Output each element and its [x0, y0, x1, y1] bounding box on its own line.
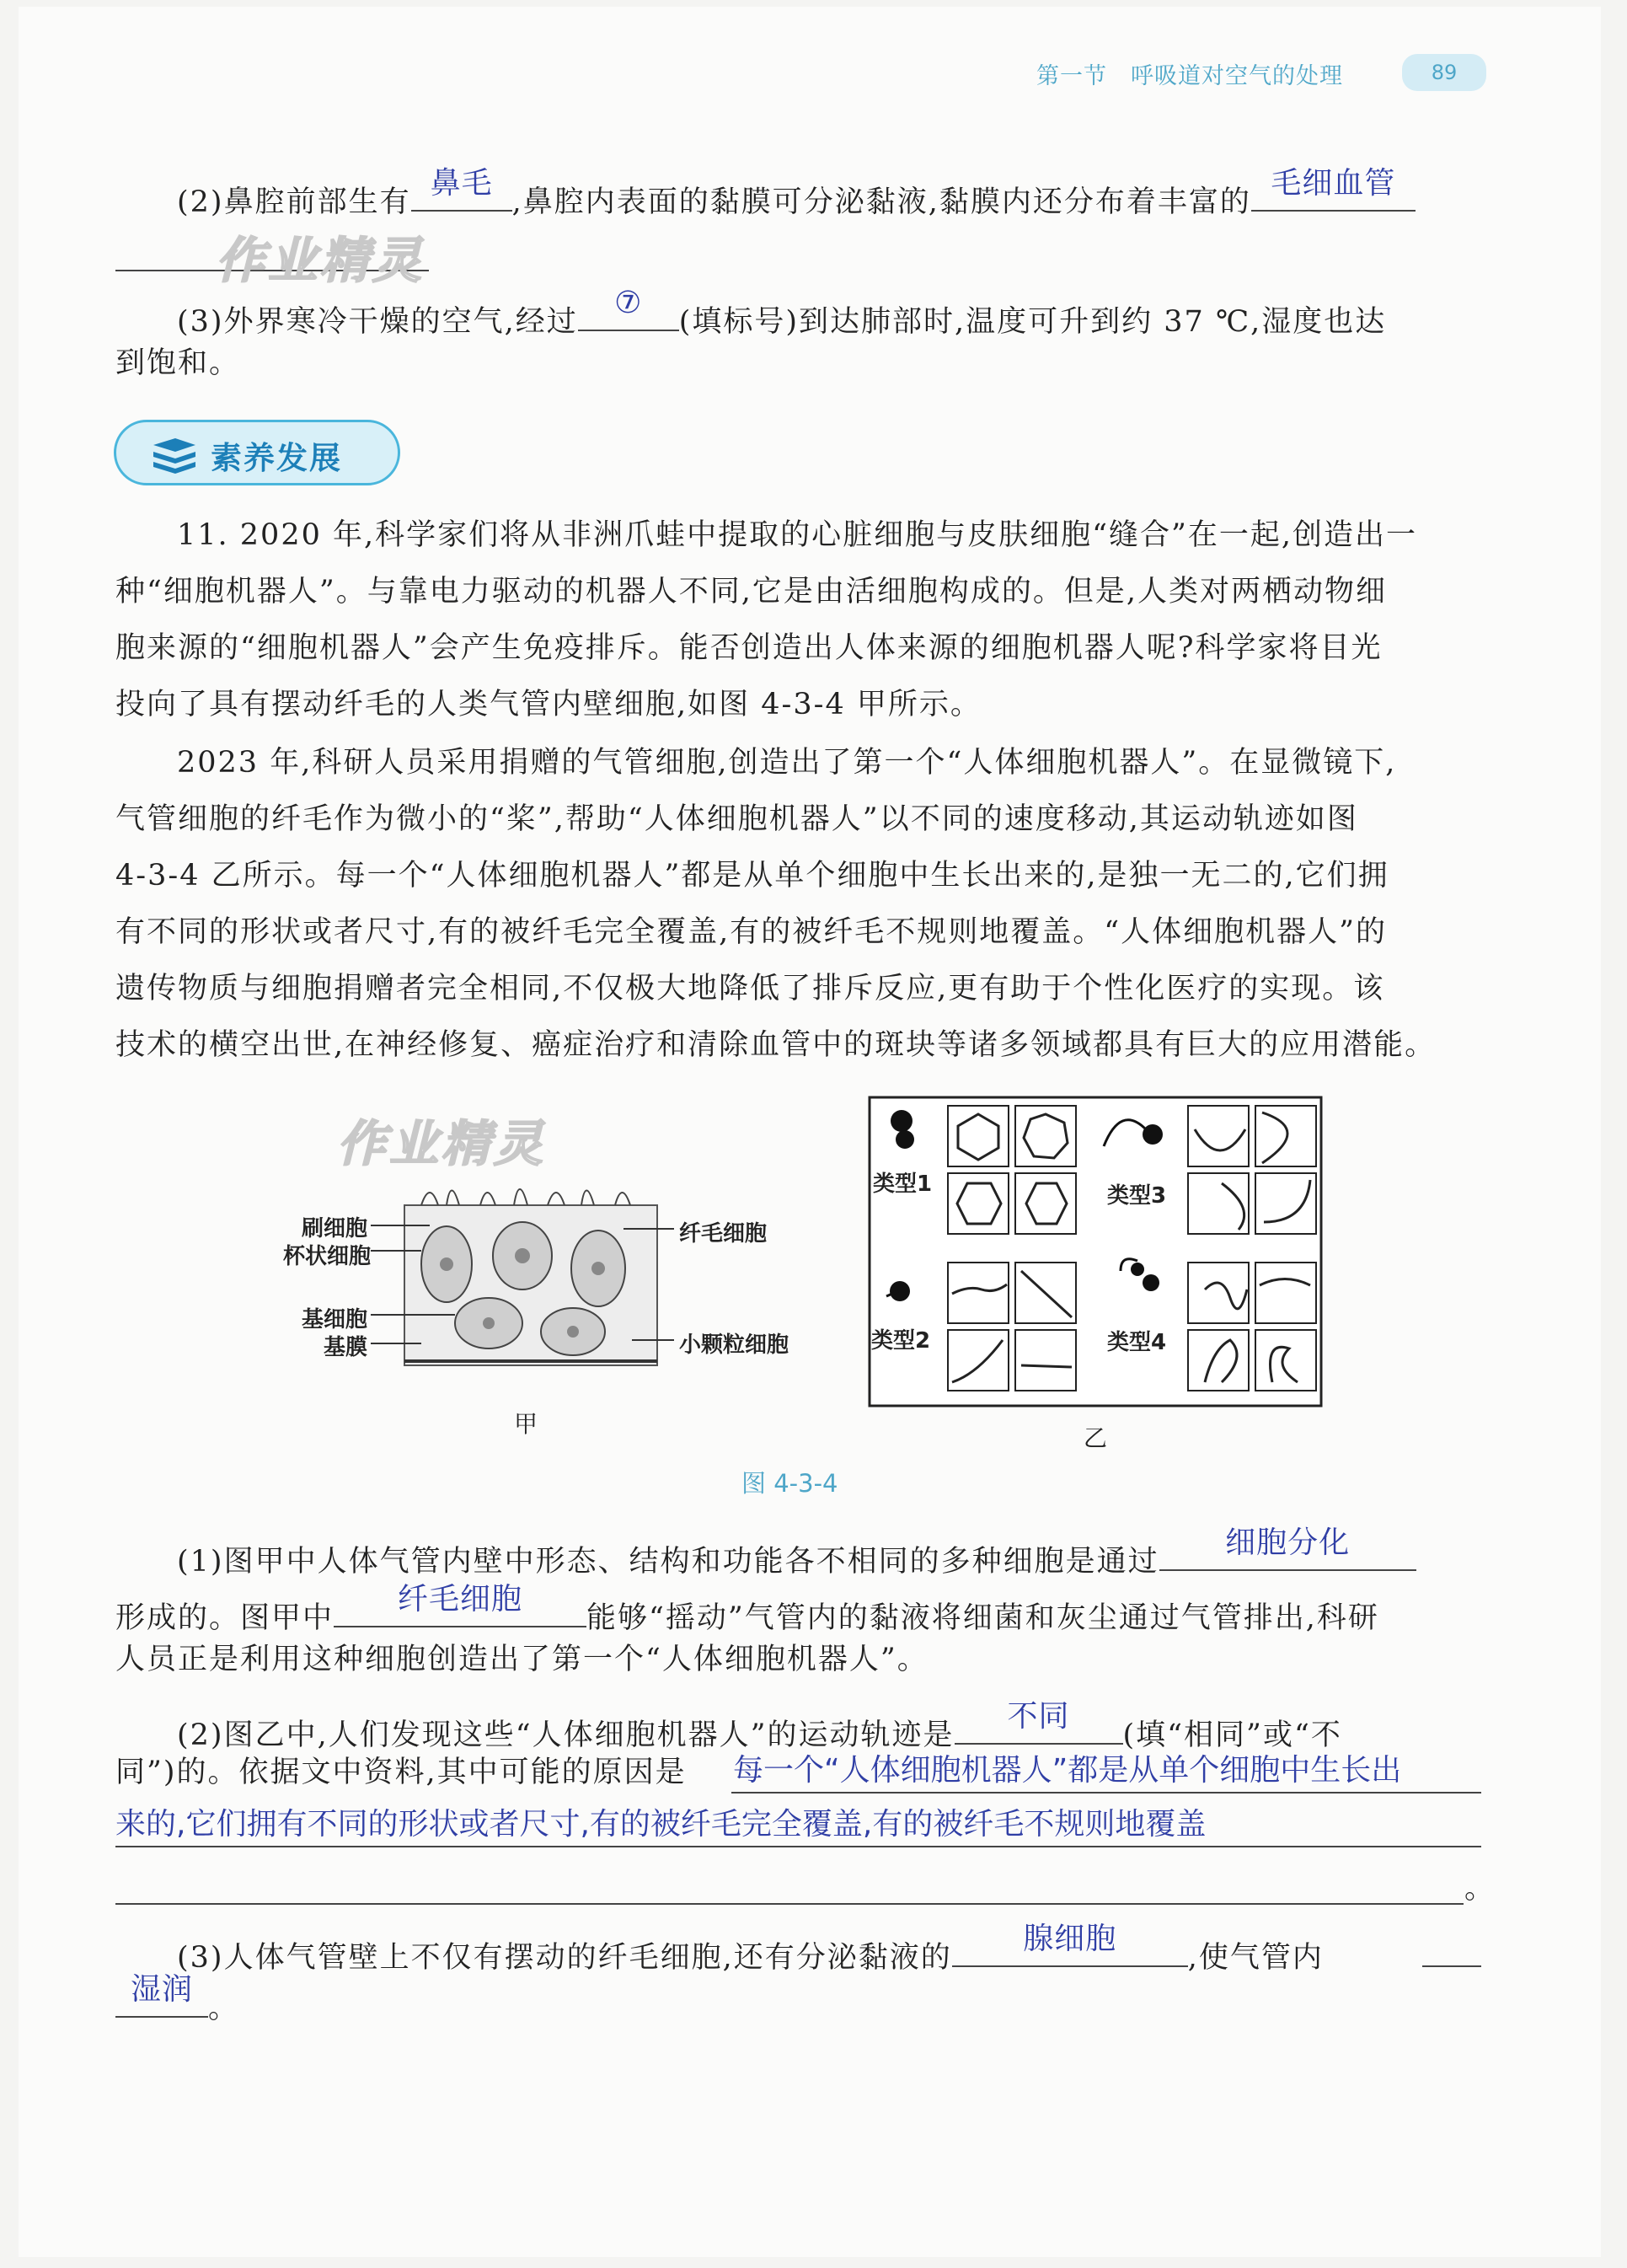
- handwritten-answer: ⑦: [614, 286, 643, 320]
- answer-blank: [115, 1972, 208, 2018]
- label-brush-cell: 刷细胞: [302, 1216, 368, 1241]
- q11-sub1-line3: 人员正是利用这种细胞创造出了第一个“人体细胞机器人”。: [115, 1643, 929, 1676]
- answer-line: [115, 1846, 1481, 1847]
- handwritten-answer: 每一个“人体细胞机器人”都是从单个细胞中生长出: [733, 1753, 1402, 1788]
- q11-para2-line5: 遗传物质与细胞捐赠者完全相同,不仅极大地降低了排斥反应,更有助于个性化医疗的实现。该: [115, 972, 1385, 1005]
- type-1-label: 类型1: [873, 1172, 933, 1197]
- figure-a-label: 甲: [514, 1410, 538, 1438]
- handwritten-answer: 湿润: [130, 1972, 193, 2007]
- q11-para2-line1: 2023 年,科研人员采用捐赠的气管细胞,创造出了第一个“人体细胞机器人”。在显微镜下,: [177, 746, 1397, 780]
- q11-sub1-line2: 形成的。图甲中 纤毛细胞 能够“摇动”气管内的黏液将细菌和灰尘通过气管排出,科研: [115, 1582, 1379, 1639]
- answer-blank: [1251, 166, 1416, 212]
- answer-blank: [952, 1922, 1188, 1967]
- label-ciliated-cell: 纤毛细胞: [679, 1221, 768, 1247]
- q11-para2-line6: 技术的横空出世,在神经修复、癌症治疗和清除血管中的斑块等诸多领域都具有巨大的应用潜能。: [115, 1028, 1437, 1062]
- sentence-end: 。: [1464, 1872, 1496, 1906]
- q11-para2-line4: 有不同的形状或者尺寸,有的被纤毛完全覆盖,有的被纤毛不规则地覆盖。“人体细胞机器人”的: [115, 915, 1388, 949]
- handwritten-answer: 细胞分化: [1225, 1525, 1351, 1560]
- motion-trajectory-panel: [868, 1096, 1323, 1407]
- chapter-header: [1036, 57, 1367, 90]
- handwritten-answer: 纤毛细胞: [398, 1582, 523, 1617]
- handwritten-answer: 鼻毛: [430, 166, 493, 201]
- answer-line: [1422, 1965, 1481, 1967]
- q10-part3: (3)外界寒冷干燥的空气,经过 ⑦ (填标号)到达肺部时,温度可升到约 37 ℃,湿度也达: [177, 286, 1386, 343]
- q11-para2-line2: 气管细胞的纤毛作为微小的“桨”,帮助“人体细胞机器人”以不同的速度移动,其运动轨迹如图: [115, 802, 1358, 836]
- figure-b-label: 乙: [1084, 1424, 1108, 1452]
- q11-para1-line4: 投向了具有摆动纤毛的人类气管内壁细胞,如图 4-3-4 甲所示。: [115, 688, 982, 721]
- q11-para2-line3: 4-3-4 乙所示。每一个“人体细胞机器人”都是从单个细胞中生长出来的,是独一无二的,它们拥: [115, 859, 1389, 893]
- q11-sub3-line2: 湿润 。: [115, 1972, 239, 2029]
- figure-caption: 图 4-3-4: [741, 1469, 838, 1498]
- answer-line: [115, 1903, 1464, 1905]
- q10-part2: (2)鼻腔前部生有 鼻毛 ,鼻腔内表面的黏膜可分泌黏液,黏膜内还分布着丰富的 毛细血管: [177, 166, 1416, 223]
- q10-part3-line2: 到饱和。: [115, 346, 241, 380]
- q11-sub2-line1: (2)图乙中,人们发现这些“人体细胞机器人”的运动轨迹是 不同 (填“相同”或“不: [177, 1699, 1342, 1756]
- q11-para1-line3: 胞来源的“细胞机器人”会产生免疫排斥。能否创造出人体来源的细胞机器人呢?科学家将目光: [115, 631, 1383, 665]
- section-title: 呼吸道对空气的处理: [1131, 63, 1343, 89]
- label-small-granule-cell: 小颗粒细胞: [679, 1332, 789, 1358]
- watermark: 作业精灵: [337, 1115, 547, 1172]
- section-badge: [114, 420, 400, 485]
- answer-blank: [578, 286, 679, 331]
- q11-para1-line2: 种“细胞机器人”。与靠电力驱动的机器人不同,它是由活细胞构成的。但是,人类对两栖动物细: [115, 575, 1388, 609]
- type-2-label: 类型2: [871, 1328, 931, 1354]
- section-title: 素养发展: [211, 440, 342, 476]
- page: [19, 7, 1601, 2257]
- answer-line: [731, 1792, 1481, 1793]
- watermark: 作业精灵: [216, 232, 425, 289]
- type-3-label: 类型3: [1107, 1183, 1167, 1209]
- handwritten-answer: 腺细胞: [1023, 1922, 1117, 1956]
- q11-sub1-line1: (1)图甲中人体气管内壁中形态、结构和功能各不相同的多种细胞是通过 细胞分化: [177, 1525, 1416, 1583]
- books-icon: [150, 437, 199, 474]
- q11-sub3-line1: (3)人体气管壁上不仅有摆动的纤毛细胞,还有分泌黏液的 腺细胞 ,使气管内: [177, 1922, 1324, 1979]
- q11-sub2-line2: 同”)的。依据文中资料,其中可能的原因是: [115, 1756, 687, 1789]
- type-4-label: 类型4: [1107, 1330, 1167, 1355]
- section-number: 第一节: [1036, 63, 1107, 89]
- answer-blank: [411, 166, 512, 212]
- label-basal-cell: 基细胞: [302, 1307, 368, 1332]
- page-number: 89: [1402, 54, 1486, 91]
- q11-para1-line1: 11. 2020 年,科学家们将从非洲爪蛙中提取的心脏细胞与皮肤细胞“缝合”在一起,创造出一: [177, 518, 1418, 552]
- label-goblet-cell: 杯状细胞: [283, 1244, 372, 1269]
- answer-blank: [1159, 1525, 1416, 1571]
- handwritten-answer: 不同: [1007, 1699, 1070, 1734]
- handwritten-answer: 来的,它们拥有不同的形状或者尺寸,有的被纤毛完全覆盖,有的被纤毛不规则地覆盖: [115, 1807, 1207, 1842]
- answer-blank: [334, 1582, 586, 1627]
- label-basement-membrane: 基膜: [324, 1335, 368, 1360]
- answer-blank: [955, 1699, 1123, 1745]
- leader-lines: [371, 1214, 708, 1382]
- handwritten-answer: 毛细血管: [1271, 166, 1396, 201]
